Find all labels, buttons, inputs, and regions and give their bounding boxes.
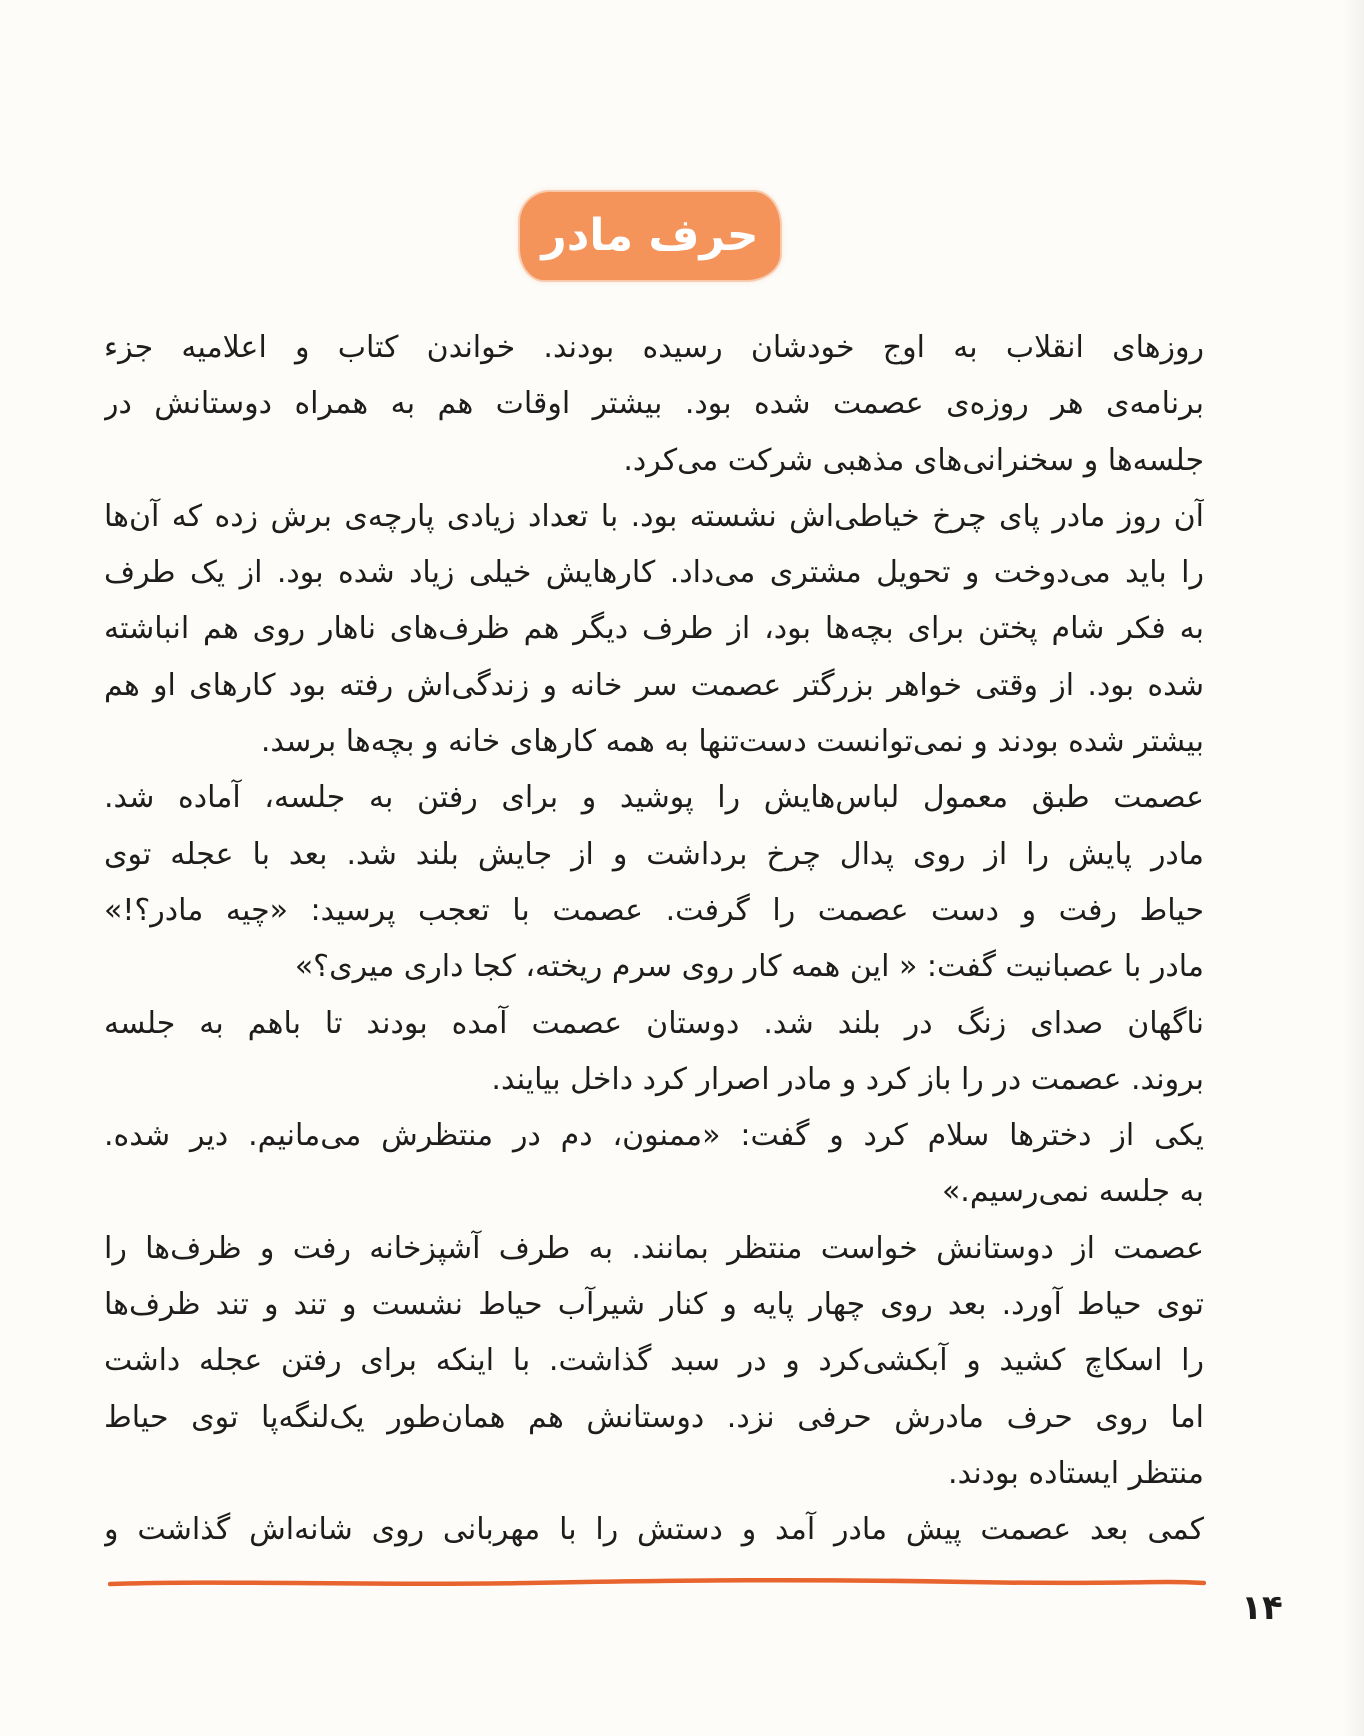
text-line: منتظر ایستاده بودند. (948, 1455, 1204, 1491)
text-line: به جلسه نمی‌رسیم.» (941, 1174, 1204, 1210)
text-line: حیاط رفت و دست عصمت را گرفت. عصمت با تعجب پرسید: «چیه مادر؟!» (104, 892, 1204, 928)
decorative-bottom-rule (108, 1576, 1206, 1590)
text-line: به فکر شام پختن برای بچه‌ها بود، از طرف دیگر هم ظرف‌های ناهار روی هم انباشته (104, 611, 1204, 647)
text-line: مادر با عصبانیت گفت: « این همه کار روی سرم ریخته، کجا داری میری؟» (294, 949, 1204, 985)
text-line: اما روی حرف مادرش حرفی نزد. دوستانش هم همان‌طور یک‌لنگه‌پا توی حیاط (104, 1399, 1204, 1435)
text-line: شده بود. از وقتی خواهر بزرگتر عصمت سر خانه و زندگی‌اش رفته بود کارهای او هم (104, 667, 1204, 703)
page-number: ۱۴ (1241, 1588, 1283, 1628)
text-line: آن روز مادر پای چرخ خیاطی‌اش نشسته بود. با تعداد زیادی پارچه‌ی برش زده که آن‌ها (104, 498, 1204, 534)
story-body (104, 320, 1204, 1560)
text-line: توی حیاط آورد. بعد روی چهار پایه و کنار شیرآب حیاط نشست و تند و تند ظرف‌ها (104, 1287, 1204, 1323)
text-line: ناگهان صدای زنگ در بلند شد. دوستان عصمت آمده بودند تا باهم به جلسه (104, 1005, 1204, 1041)
text-line: برنامه‌ی هر روزه‌ی عصمت شده بود. بیشتر اوقات هم به همراه دوستانش در (104, 386, 1204, 422)
text-line: جلسه‌ها و سخنرانی‌های مذهبی شرکت می‌کرد. (623, 442, 1204, 478)
text-line: بروند. عصمت در را باز کرد و مادر اصرار کرد داخل بیایند. (491, 1061, 1204, 1097)
text-line: مادر پایش را از روی پدال چرخ برداشت و از جایش بلند شد. بعد با عجله توی (104, 836, 1204, 872)
text-line: عصمت از دوستانش خواست منتظر بمانند. به طرف آشپزخانه رفت و ظرف‌ها را (104, 1230, 1204, 1266)
text-line: روزهای انقلاب به اوج خودشان رسیده بودند. خواندن کتاب و اعلامیه جزء (104, 330, 1204, 365)
text-line: بیشتر شده بودند و نمی‌توانست دست‌تنها به همه کارهای خانه و بچه‌ها برسد. (260, 724, 1204, 760)
text-line: کمی بعد عصمت پیش مادر آمد و دستش را با مهربانی روی شانه‌اش گذاشت و (104, 1512, 1204, 1548)
page-edge-shadow (1342, 0, 1364, 1736)
text-line: عصمت طبق معمول لباس‌هایش را پوشید و برای رفتن به جلسه، آماده شد. (104, 780, 1204, 816)
chapter-title-badge (520, 192, 780, 280)
chapter-title: حرف مادر (541, 210, 759, 261)
text-line: یکی از دخترها سلام کرد و گفت: «ممنون، دم در منتظرش می‌مانیم. دیر شده. (104, 1118, 1204, 1154)
text-line: را اسکاچ کشید و آبکشی‌کرد و در سبد گذاشت. با اینکه برای رفتن عجله داشت (104, 1343, 1204, 1379)
text-line: را باید می‌دوخت و تحویل مشتری می‌داد. کارهایش خیلی زیاد شده بود. از یک طرف (104, 555, 1204, 591)
